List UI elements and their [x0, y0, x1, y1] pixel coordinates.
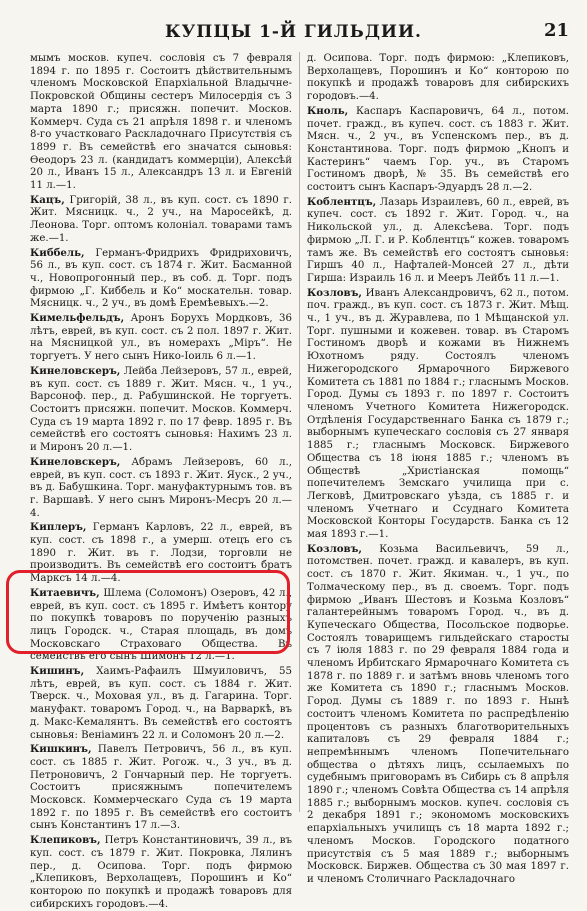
directory-entry — [307, 287, 569, 542]
entry-text: Григорій, 38 л., въ куп. сост. съ 1890 г. Жит. Мясницк. ч., 2 уч., на Маросейкѣ, д. Леонова. Торг. оптомъ колоніал. товарами тамъ же.—1. — [30, 194, 292, 244]
entry-text: Германъ-Фридрихъ Фридриховичъ, 56 л., въ куп. сост. съ 1874 г. Жит. Басманной ч., Новопрогонный пер., въ соб. д. Торг. подъ фирмою „Г. Киббель и Ко“ москательн. товар. Мясницк. ч., 2 уч., въ домѣ Еремѣевыхъ.—2. — [30, 247, 292, 310]
entry-text: Шлема (Соломонъ) Озеровъ, 42 л., еврей, въ куп. сост. съ 1895 г. Имѣетъ контору по покупкѣ товаровъ по порученію разныхъ лицъ Городск. ч., Старая площадь, въ домѣ Московскаго Страховаго Общества. Въ семействѣ его сынъ Шимонъ 12 л.—1. — [30, 587, 292, 663]
merchant-name: Кинеловскеръ, — [30, 364, 121, 377]
directory-entry — [30, 312, 292, 364]
merchant-name: Козловъ, — [307, 542, 362, 555]
directory-entry — [307, 543, 569, 887]
directory-entry — [30, 194, 292, 246]
entry-text: Аронъ Борухъ Мордковъ, 36 лѣтъ, еврей, въ куп. сост. съ 2 пол. 1897 г. Жит. на Мясницкой ул., въ номерахъ „Міръ“. Не торгуетъ. У него сынъ Нико-Іоиль 6 л.—1. — [30, 313, 292, 363]
merchant-name: Клепиковъ, — [30, 834, 101, 847]
entry-text: Лейба Лейзеровъ, 57 л., еврей, въ куп. сост. съ 1889 г. Жит. Мясн. ч., 1 уч., Варсоноф. пер., д. Рабушинской. Не торгуетъ. Состоитъ присяжн. попечит. Москов. Коммерч. Суда съ 19 марта 1892 г. по 17 февр. 1895 г. Въ семействѣ его состоятъ сыновья: Нахимъ 23 л. и Миронъ 20 л.—1. — [30, 365, 292, 454]
directory-entry — [30, 365, 292, 455]
merchant-name: Козловъ, — [307, 286, 362, 299]
page-number: 21 — [543, 20, 569, 41]
directory-entry — [30, 247, 292, 312]
merchant-name: Коблентцъ, — [307, 195, 377, 208]
directory-entry — [307, 52, 569, 104]
directory-entry — [30, 52, 292, 193]
directory-entry-highlighted — [30, 665, 292, 742]
directory-entry — [30, 456, 292, 521]
directory-entry — [30, 521, 292, 586]
entry-text: Павелъ Петровичъ, 56 л., въ куп. сост. съ 1885 г. Жит. Рогож. ч., 3 уч., въ д. Петроновичъ, 2 Гончарный пер. Не торгуетъ. Состоитъ присяжнымъ попечителемъ Московск. Коммерческаго Суда съ 19 марта 1892 г. по 1895 г. Въ семействѣ его состоитъ сынъ Константинъ 17 л.—3. — [30, 744, 292, 832]
entry-text: Лазарь Израилевъ, 60 л., еврей, въ купеч. сост. съ 1892 г. Жит. Город. ч., на Никольской ул., д. Алексѣева. Торг. подъ фирмою „Л. Г. и Р. Коблентцъ“ кожев. товаромъ тамъ же. Въ семействѣ его состоятъ сыновья: Гиршъ 40 л., Нафталей-Монсей 27 л., дѣти Гирша: Израиль 16 л. и Мееръ Лейбъ 11 л.—1. — [307, 196, 569, 284]
directory-entry — [30, 743, 292, 833]
entry-text: Петръ Константиновичъ, 39 л., въ куп. сост. съ 1879 г. Жит. Покровка, Лялинъ пер., д. Осипова. Торг. подъ фирмою „Клепиковъ, Верхолащевъ, Порошинъ и Ко“ конторою по покупкѣ и продажѣ товаровъ для сибирскихъ городовъ.—4. — [30, 835, 292, 910]
merchant-name: Кишкинъ, — [30, 743, 92, 756]
merchant-name: Кинеловскеръ, — [30, 455, 121, 468]
entry-text: Хаимъ-Рафаилъ Шмуиловичъ, 55 лѣтъ, еврей, въ куп. сост. съ 1884 г. Жит. Тверск. ч., Моховая ул., въ д. Гагарина. Торг. мануфакт. товаромъ Город. ч., на Варваркѣ, въ д. Макс-Кемалянтъ. Въ семействѣ его состоятъ сыновья: Веніаминъ 22 л. и Соломонъ 20 л.—2. — [30, 666, 292, 741]
merchant-name: Кацъ, — [30, 193, 65, 206]
merchant-name: Кишинъ, — [30, 665, 85, 678]
page-header — [0, 18, 587, 48]
right-column — [307, 52, 569, 885]
merchant-name: Кимельфельдъ, — [30, 312, 125, 325]
entry-text: д. Осипова. Торг. подъ фирмою: „Клепиковъ, Верхолащевъ, Порошинъ и Ко“ конторою по покупкѣ и продажѣ товаровъ для сибирскихъ городовъ.—4. — [307, 53, 569, 103]
entry-text: Иванъ Александровичъ, 62 л., потом. поч. гражд., въ куп. сост. съ 1873 г. Жит. Мѣщ. ч., 1 уч., въ д. Журавлева, по 1 Мѣщанской ул. Торг. пушными и кожевен. товар. въ Старомъ Гостиномъ дворѣ и кожами въ Нижнемъ Юхотномъ ряду. Состоялъ членомъ Нижегородского Ярмарочного Биржевого Комитета съ 1881 по 1884 г.; гласнымъ Москов. Город. Думы съ 1893 г. по 1897 г. Состоитъ членомъ Учетного Комитета Нижегородск. Отдѣленія Государственнаго Банка съ 1879 г.; выборнымъ купеческаго сословія съ 27 января 1885 г.; гласнымъ Московск. Биржевого Общества съ 18 іюня 1885 г.; членомъ въ Обществѣ „Христіанская помощь“ попечителемъ Земскаго училища при с. Легковѣ, Дмитровскаго уѣзда, съ 1885 г. и членомъ Учетнаго и Ссуднаго Комитета Московской Конторы Государств. Банка съ 12 мая 1893 г.—1. — [307, 287, 569, 541]
merchant-name: Киплеръ, — [30, 521, 87, 534]
merchant-name: Китаевичъ, — [30, 586, 100, 599]
directory-entry — [30, 834, 292, 911]
merchant-name: Кноль, — [307, 104, 349, 117]
column-divider — [299, 52, 300, 812]
merchant-name: Киббель, — [30, 246, 85, 259]
entry-text: Германъ Карловъ, 22 л., еврей, въ куп. сост. съ 1898 г., а умерш. отецъ его съ 1890 г. Жит. въ г. Лодзи, торговли не производитъ. Въ семействѣ его состоитъ братъ Марксъ 14 л.—4. — [30, 522, 292, 585]
entry-text: Абрамъ Лейзеровъ, 60 л., еврей, въ куп. сост. съ 1893 г. Жит. Яуск., 2 уч., въ д. Бабушкина. Торг. мануфактурнымъ тов. въ г. Варшавѣ. У него сынъ Миронъ-Месръ 20 л.—4. — [30, 456, 292, 519]
directory-entry — [307, 105, 569, 195]
entry-text: Каспаръ Каспаровичъ, 64 л., потом. почет. гражд., въ купеч. сост. съ 1883 г. Жит. Мясн. ч., 2 уч., въ Успенскомъ пер., въ д. Константинова. Торг. подъ фирмою „Кнопъ и Кастеринъ“ чаемъ Гор. уч., въ Старомъ Гостиномъ дворѣ, № 35. Въ семействѣ его состоитъ сынъ Каспаръ-Эдуардъ 28 л.—2. — [307, 105, 569, 194]
directory-entry — [307, 196, 569, 286]
entry-text: Козьма Васильевичъ, 59 л., потомствен. почет. гражд. и кавалеръ, въ куп. сост. съ 1870 г. Жит. Якиман. ч., 1 уч., по Толмаческому пер., въ д. своемъ. Торг. подъ фирмою „Иванъ Шестовъ и Козьма Козловъ“ галантерейнымъ товаромъ Город. ч., въ д. Купеческаго Общества, Посольское подворье. Состоялъ товарищемъ гильдейскаго старосты съ 7 іюля 1883 г. по 29 февраля 1884 года и членомъ Ирбитскаго Ярмарочнаго Комитета съ 1878 г. по 1889 г. и затѣмъ вновь членомъ того же Комитета съ 1890 г.; гласнымъ Москов. Город. Думы съ 1889 г. по 1893 г. Нынѣ состоитъ членомъ Комитета по распредѣленію процентовъ съ разныхъ благотворительныхъ капиталовъ съ 29 февраля 1884 г.; непремѣннымъ членомъ Попечительнаго общества о дѣтяхъ лицъ, ссылаемыхъ по судебнымъ приговорамъ въ Сибирь съ 8 апрѣля 1890 г.; членомъ Совѣта Общества съ 14 апрѣля 1885 г.; выборнымъ москов. купеч. сословія съ 2 декабря 1891 г.; экономомъ московскихъ епархіальныхъ училищъ съ 18 марта 1892 г.; членомъ Москов. Городского податного присутствія съ 5 мая 1889 г.; выборнымъ Московск. Биржев. Общества съ 30 мая 1897 г. и членомъ Столичнаго Раскладочнаго — [307, 543, 569, 885]
entry-text: мымъ москов. купеч. сословія съ 7 февраля 1894 г. по 1895 г. Состоитъ дѣйствительнымъ членомъ Московской Епархіальной Владычне-Покровской Общины сестеръ Милосердія съ 3 марта 1890 г.; присяжн. попечит. Москов. Коммерч. Суда съ 21 апрѣля 1898 г. и членомъ 8-го участковаго Раскладочнаго Присутствія съ 1899 г. Въ семействѣ его значатся сыновья: Ѳеодоръ 23 л. (кандидатъ коммерціи), Алексѣй 20 л., Иванъ 15 л., Александръ 13 л. и Евгеній 11 л.—1. — [30, 53, 292, 192]
page-title: КУПЦЫ 1-Й ГИЛЬДИИ. — [165, 22, 422, 42]
directory-entry — [30, 587, 292, 664]
left-column — [30, 52, 292, 910]
